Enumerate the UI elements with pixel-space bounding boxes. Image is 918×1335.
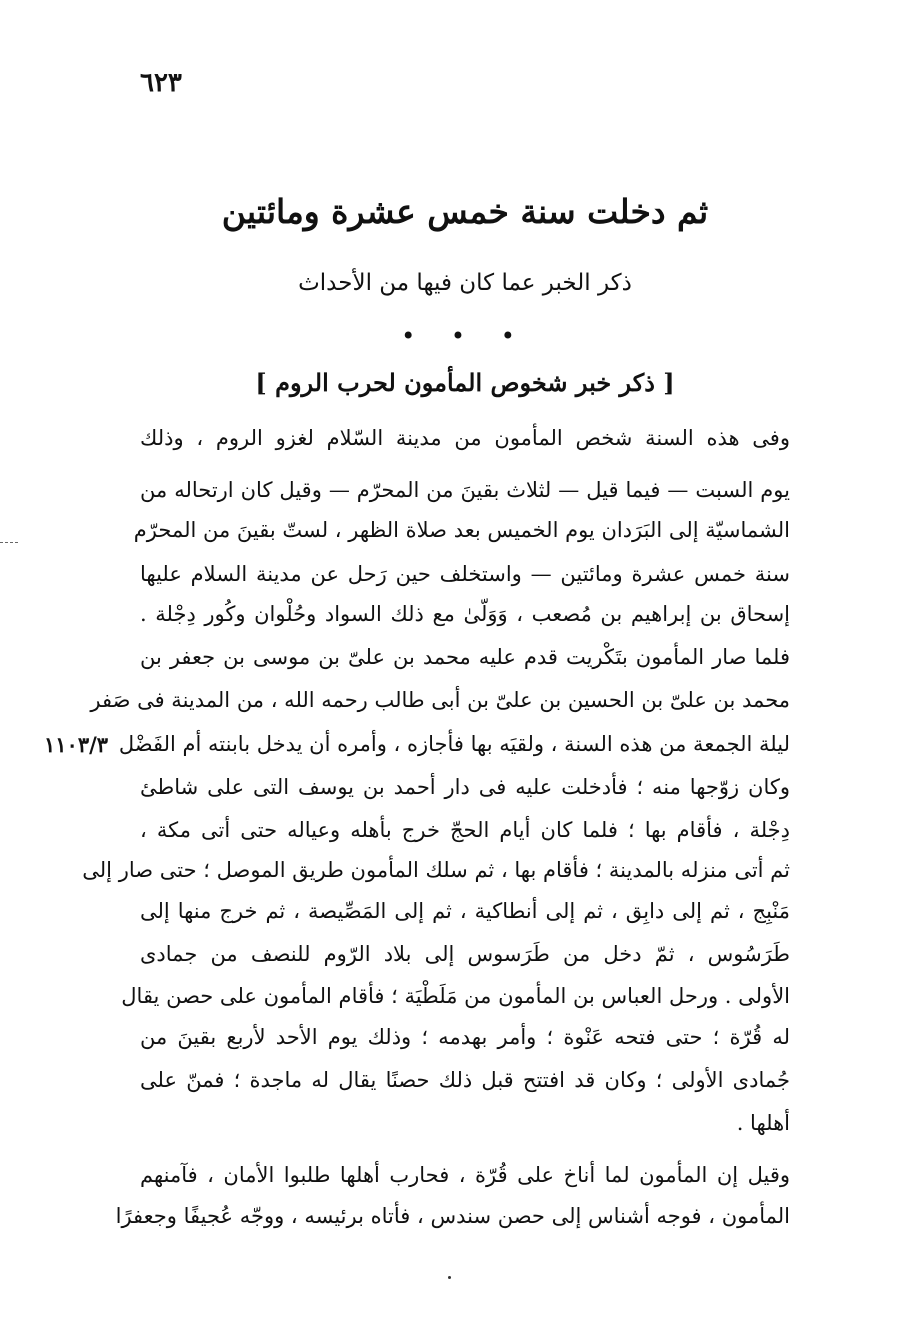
scan-dot-mark <box>448 1276 451 1279</box>
body-line: محمد بن علىّ بن الحسين بن علىّ بن أبى طالب رحمه الله ، من المدينة فى صَفر <box>90 688 790 712</box>
body-line: يوم السبت — فيما قيل — لثلاث بقينَ من المحرّم — وقيل كان ارتحاله من <box>140 478 790 502</box>
section-heading: [ ذكر خبر شخوص المأمون لحرب الروم ] <box>255 368 675 397</box>
scan-edge-mark <box>0 542 18 543</box>
body-line: وكان زوّجها منه ؛ فأدخلت عليه فى دار أحمد بن يوسف التى على شاطئ <box>140 775 790 799</box>
body-line: دِجْلة ، فأقام بها ؛ فلما كان أيام الحجّ خرج بأهله وعياله حتى أتى مكة ، <box>140 818 790 842</box>
chapter-subtitle: ذكر الخبر عما كان فيها من الأحداث <box>298 270 632 296</box>
page-number: ٦٢٣ <box>140 68 182 98</box>
body-line: طَرَسُوس ، ثمّ دخل من طَرَسوس إلى بلاد الرّوم للنصف من جمادى <box>140 942 790 966</box>
body-line: ثم أتى منزله بالمدينة ؛ فأقام بها ، ثم سلك المأمون طريق الموصل ؛ حتى صار إلى <box>82 858 790 882</box>
body-line: المأمون ، فوجه أشناس إلى حصن سندس ، فأتاه برئيسه ، ووجّه عُجيفًا وجعفرًا <box>115 1204 790 1228</box>
body-line: ليلة الجمعة من هذه السنة ، ولقيَه بها فأجازه ، وأمره أن يدخل بابنته أم الفَضْل <box>118 732 790 756</box>
body-line: الأولى . ورحل العباس بن المأمون من مَلَطْيَة ؛ فأقام المأمون على حصن يقال <box>121 984 790 1008</box>
chapter-title: ثم دخلت سنة خمس عشرة ومائتين <box>221 192 709 231</box>
body-line: سنة خمس عشرة ومائتين — واستخلف حين رَحل عن مدينة السلام عليها <box>140 562 790 586</box>
body-line: مَنْبِج ، ثم إلى دابِق ، ثم إلى أنطاكية ، ثم إلى المَصِّيصة ، ثم خرج منها إلى <box>140 899 790 923</box>
body-line: له قُرّة ؛ حتى فتحه عَنْوة ؛ وأمر بهدمه ؛ وذلك يوم الأحد لأربع بقينَ من <box>140 1025 790 1049</box>
body-line: الشماسيّة إلى البَرَدان يوم الخميس بعد صلاة الظهر ، لستّ بقينَ من المحرّم <box>133 518 790 542</box>
body-line: وفى هذه السنة شخص المأمون من مدينة السّلام لغزو الروم ، وذلك <box>140 426 790 450</box>
body-line: إسحاق بن إبراهيم بن مُصعب ، وَوَلّىٰ مع ذلك السواد وحُلْوان وكُور دِجْلة . <box>140 602 790 626</box>
ornament-dots: • • • <box>401 322 529 350</box>
body-line: فلما صار المأمون بتَكْريت قدم عليه محمد بن علىّ بن موسى بن جعفر بن <box>140 645 790 669</box>
margin-reference: ١١٠٣/٣ <box>44 732 109 757</box>
body-line: أهلها . <box>736 1111 790 1135</box>
body-line: وقيل إن المأمون لما أناخ على قُرّة ، فحارب أهلها طلبوا الأمان ، فآمنهم <box>140 1163 790 1187</box>
body-line: جُمادى الأولى ؛ وكان قد افتتح قبل ذلك حصنًا يقال له ماجدة ؛ فمنّ على <box>140 1068 790 1092</box>
